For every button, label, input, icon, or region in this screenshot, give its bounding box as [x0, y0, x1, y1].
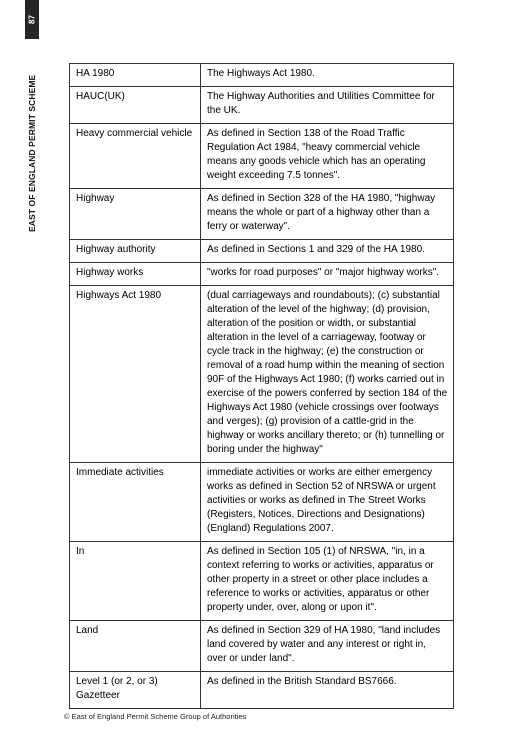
definition-term: Highway — [70, 189, 201, 240]
definition-row — [70, 124, 454, 189]
definition-row — [70, 64, 454, 87]
definition-term: Highways Act 1980 — [70, 286, 201, 463]
document-side-title: EAST OF ENGLAND PERMIT SCHEME — [27, 74, 37, 232]
definition-row — [70, 263, 454, 286]
definitions-table-body — [70, 64, 454, 709]
definition-text: The Highways Act 1980. — [201, 64, 454, 87]
definition-term: Heavy commercial vehicle — [70, 124, 201, 189]
page-number: 87 — [27, 15, 37, 25]
definition-text: As defined in Section 105 (1) of NRSWA, "in, in a context referring to works or activities, apparatus or other property in a street or other place includes a reference to works or activities, apparatus or other property under, over, along or upon it". — [201, 542, 454, 621]
definition-term: HAUC(UK) — [70, 87, 201, 124]
definition-term: Highway works — [70, 263, 201, 286]
definition-text: As defined in the British Standard BS7666. — [201, 672, 454, 709]
definition-row — [70, 542, 454, 621]
definition-text: "works for road purposes" or "major highway works". — [201, 263, 454, 286]
definition-text: (dual carriageways and roundabouts); (c) substantial alteration of the level of the highway; (d) provision, alteration of the position or width, or substantial alteration in the level of a carriageway, footway or cycle track in the highway; (e) the construction or removal of a road hump within the meaning of section 90F of the Highways Act 1980; (f) works carried out in exercise of the powers conferred by section 184 of the Highways Act 1980 (vehicle crossings over footways and verges); (g) provision of a cattle-grid in the highway or works ancillary thereto; or (h) tunnelling or boring under the highway" — [201, 286, 454, 463]
definition-row — [70, 286, 454, 463]
definition-text: As defined in Section 328 of the HA 1980, "highway means the whole or part of a highway other than a ferry or waterway". — [201, 189, 454, 240]
definition-row — [70, 189, 454, 240]
definition-text: As defined in Section 329 of HA 1980, "land includes land covered by water and any interest or right in, over or under land". — [201, 621, 454, 672]
definition-row — [70, 621, 454, 672]
definition-term: Land — [70, 621, 201, 672]
definition-term: HA 1980 — [70, 64, 201, 87]
definition-term: Level 1 (or 2, or 3) Gazetteer — [70, 672, 201, 709]
definition-text: The Highway Authorities and Utilities Committee for the UK. — [201, 87, 454, 124]
definition-row — [70, 463, 454, 542]
definition-term: Highway authority — [70, 240, 201, 263]
definition-term: Immediate activities — [70, 463, 201, 542]
definition-text: As defined in Sections 1 and 329 of the HA 1980. — [201, 240, 454, 263]
definition-row — [70, 240, 454, 263]
definition-text: As defined in Section 138 of the Road Traffic Regulation Act 1984, "heavy commercial vehicle means any goods vehicle which has an operating weight exceeding 7.5 tonnes". — [201, 124, 454, 189]
definitions-table — [69, 63, 454, 709]
definition-row — [70, 672, 454, 709]
definition-text: immediate activities or works are either emergency works as defined in Section 52 of NRSWA or urgent activities or works as defined in The Street Works (Registers, Notices, Directions and Designations) (England) Regulations 2007. — [201, 463, 454, 542]
definition-row — [70, 87, 454, 124]
definition-term: In — [70, 542, 201, 621]
copyright-footer: © East of England Permit Scheme Group of Authorities — [64, 712, 247, 721]
